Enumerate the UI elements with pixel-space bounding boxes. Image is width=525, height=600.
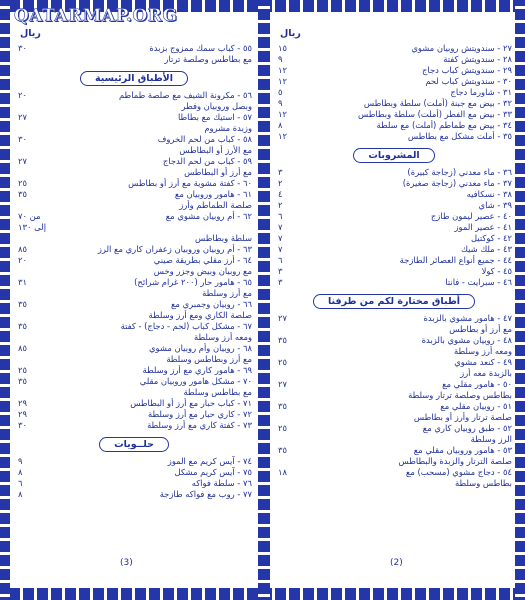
menu-item-row bbox=[276, 211, 512, 222]
menu-item-row bbox=[16, 255, 252, 266]
section-title: المشروبات bbox=[353, 148, 434, 163]
menu-item-row bbox=[276, 335, 512, 346]
menu-item-name: ٤٨ - روبيان مشوي بالزبدة bbox=[421, 335, 512, 345]
menu-item-row bbox=[16, 489, 252, 500]
menu-item-row bbox=[276, 445, 512, 456]
menu-item-price: ٧ bbox=[278, 222, 283, 232]
menu-item-name: ٤٤ - جميع أنواع العصائر الطازجة bbox=[399, 255, 512, 265]
ornamental-border-right bbox=[515, 0, 525, 600]
menu-item-row bbox=[16, 134, 252, 145]
section-desserts bbox=[16, 437, 252, 452]
menu-item-name: صلصة الترتار والزبدة والبطاطس bbox=[398, 456, 512, 466]
menu-item-name: ٦٦ - روبيان وجمبري مع bbox=[170, 299, 252, 309]
menu-item-row bbox=[276, 222, 512, 233]
menu-item-price: ٣٠ bbox=[18, 420, 27, 430]
menu-item-row bbox=[16, 478, 252, 489]
section-chef-selection bbox=[276, 294, 512, 309]
menu-item-price: ٧ bbox=[278, 233, 283, 243]
ornamental-border-left bbox=[0, 0, 10, 600]
menu-item-price: ٣١ bbox=[18, 277, 27, 287]
watermark: QATARMAP.ORG bbox=[14, 6, 178, 26]
menu-item-price: ٩ bbox=[18, 456, 23, 466]
menu-item-price: ٦ bbox=[278, 211, 283, 221]
menu-item-price: ١٢ bbox=[278, 109, 287, 119]
menu-item-name: ومعه أرز وسلطة bbox=[194, 332, 252, 342]
menu-item-row bbox=[276, 131, 512, 142]
menu-item-row bbox=[276, 412, 512, 423]
section-title: حلــويات bbox=[99, 437, 169, 452]
menu-item-row bbox=[16, 189, 252, 200]
menu-item-name: ٦٥ - هامور حار (٢٠٠ غرام شرائح) bbox=[134, 277, 252, 287]
menu-item-name: ٣٣ - بيض مع الفطر (أملت) سلطة وبطاطس bbox=[358, 109, 512, 119]
drinks-list bbox=[276, 167, 512, 288]
menu-item-price: ٣٥ bbox=[18, 376, 27, 386]
menu-item-row bbox=[16, 376, 252, 387]
menu-item-name: ٤٣ - ملك شيك bbox=[461, 244, 512, 254]
page-divider bbox=[258, 0, 270, 600]
sandwiches-list bbox=[276, 43, 512, 142]
menu-item-row bbox=[16, 332, 252, 343]
section-main-dishes bbox=[16, 71, 252, 86]
menu-item-row bbox=[276, 467, 512, 478]
menu-item-name: ٤٧ - هامور مشوي بالزبدة bbox=[423, 313, 512, 323]
menu-item-name: وبصل وروبيان وفطر bbox=[181, 101, 252, 111]
menu-item-row bbox=[16, 456, 252, 467]
menu-item-row bbox=[16, 156, 252, 167]
menu-item-name: ٣٥ - أملت مشكل مع بطاطس bbox=[407, 131, 512, 141]
menu-item-price: ٨ bbox=[18, 489, 23, 499]
desserts-list bbox=[16, 456, 252, 500]
menu-item-price: ٩ bbox=[278, 54, 283, 64]
menu-item-price: ٢٧ bbox=[18, 156, 27, 166]
menu-item-row bbox=[276, 266, 512, 277]
menu-item-row bbox=[16, 123, 252, 134]
menu-item-row bbox=[276, 357, 512, 368]
menu-item-price: ١٢ bbox=[278, 131, 287, 141]
menu-item-name: ٤٢ - كوكتيل bbox=[470, 233, 512, 243]
menu-item-name: الرز وسلطة bbox=[470, 434, 512, 444]
menu-item-row bbox=[276, 313, 512, 324]
menu-item-name: مع بطاطس وصلصة ترتار bbox=[164, 54, 252, 64]
menu-item-price: ٢٧ bbox=[18, 112, 27, 122]
menu-item-price: ٣٥ bbox=[18, 299, 27, 309]
menu-item-price: ٢٠ bbox=[18, 255, 27, 265]
menu-item-name: مع بطاطس وسلطة bbox=[183, 387, 252, 397]
menu-item-price: ٦ bbox=[278, 255, 283, 265]
menu-item-name: ٣٨ - نسكافيه bbox=[466, 189, 512, 199]
main-dishes-list bbox=[16, 90, 252, 431]
menu-item-price: ٣٥ bbox=[278, 401, 287, 411]
menu-item-row bbox=[276, 423, 512, 434]
menu-item-row bbox=[16, 90, 252, 101]
menu-item-name: ٦٣ - أم روبيان وروبيان زعفران كاري مع الرز bbox=[97, 244, 252, 254]
chef-selection-list bbox=[276, 313, 512, 489]
menu-item-name: ٥٨ - كباب من لحم الخروف bbox=[157, 134, 252, 144]
menu-item-row bbox=[276, 401, 512, 412]
menu-item-row bbox=[16, 244, 252, 255]
menu-item-row bbox=[276, 379, 512, 390]
menu-item-name: سلطة وبطاطس bbox=[195, 233, 252, 243]
menu-item-name: ٦١ - هامور وروبيان مع bbox=[174, 189, 252, 199]
menu-item-name: ٧٠ - مشكل هامور وروبيان مقلي bbox=[139, 376, 252, 386]
menu-item-price: ١٢ bbox=[278, 65, 287, 75]
menu-item-row bbox=[16, 321, 252, 332]
menu-item-name: ٥٣ - هامور وروبيان مقلي مع bbox=[413, 445, 512, 455]
menu-item-name: بالزبدة معه أرز bbox=[460, 368, 512, 378]
menu-item-name: ٧٣ - كفتة كاري مع أرز وسلطة bbox=[147, 420, 252, 430]
menu-item-price: ٣ bbox=[278, 167, 283, 177]
menu-item-price: ١٥ bbox=[278, 43, 287, 53]
menu-item-price: ١٨ bbox=[278, 467, 287, 477]
menu-item-row bbox=[16, 299, 252, 310]
menu-item-row bbox=[276, 346, 512, 357]
menu-item-name: ٥٢ - طبق روبيان كاري مع bbox=[422, 423, 512, 433]
menu-item-price: ٢٥ bbox=[18, 365, 27, 375]
menu-item-name: ٥٠ - هامور مقلي مع bbox=[442, 379, 512, 389]
menu-item-name: ٤٠ - عصير ليمون طازج bbox=[430, 211, 512, 221]
menu-item-name: ٦٩ - هامور كاري مع أرز وسلطة bbox=[142, 365, 252, 375]
menu-item-name: ٧٤ - آيس كريم مع الموز bbox=[167, 456, 252, 466]
menu-item-row bbox=[16, 145, 252, 156]
menu-item-row bbox=[276, 109, 512, 120]
menu-item-row bbox=[276, 456, 512, 467]
page-number-right: (2) bbox=[390, 558, 403, 568]
menu-item-price: ٢ bbox=[278, 200, 283, 210]
section-drinks bbox=[276, 148, 512, 163]
menu-item-name: ٧٧ - روب مع فواكه طازجة bbox=[159, 489, 252, 499]
menu-item-row bbox=[16, 420, 252, 431]
menu-item-name: ٣٧ - ماء معدني (زجاجة صغيرة) bbox=[402, 178, 512, 188]
menu-item-name: صلصة الطماطم وأرز bbox=[179, 200, 252, 210]
menu-item-price: ٣٥ bbox=[278, 445, 287, 455]
menu-item-name: مع روبيان وبيض وجزر وخس bbox=[153, 266, 252, 276]
menu-item-name: صلصة الكاري ومع أرز وسلطة bbox=[148, 310, 252, 320]
menu-item-row bbox=[16, 167, 252, 178]
menu-item-name: ٣٩ - شاي bbox=[478, 200, 512, 210]
right-page-column bbox=[276, 28, 512, 489]
menu-item-price: ٣ bbox=[278, 266, 283, 276]
menu-item-row bbox=[16, 112, 252, 123]
menu-item-price: ٩ bbox=[278, 98, 283, 108]
menu-item-row bbox=[16, 43, 252, 54]
menu-item-row bbox=[16, 211, 252, 233]
menu-item-row bbox=[16, 387, 252, 398]
menu-item-price: ٥ bbox=[278, 87, 283, 97]
menu-item-row bbox=[276, 76, 512, 87]
menu-item-name: ٥٧ - استيك مع بطاطا bbox=[177, 112, 252, 122]
menu-item-price: من ٧٠ إلى ١٣٠ bbox=[18, 211, 47, 232]
menu-item-row bbox=[16, 54, 252, 65]
menu-item-row bbox=[16, 233, 252, 244]
menu-item-price: ٢٥ bbox=[278, 423, 287, 433]
menu-item-name: ٣٤ - بيض مع طماطم (أملت) مع سلطة bbox=[376, 120, 512, 130]
menu-item-row bbox=[276, 324, 512, 335]
menu-item-row bbox=[276, 167, 512, 178]
menu-item-name: ٣٠ - سندويتش كباب لحم bbox=[425, 76, 512, 86]
menu-item-name: ٦٠ - كفتة مشوية مع أرز أو بطاطس bbox=[128, 178, 252, 188]
currency-label: ريال bbox=[280, 28, 301, 39]
menu-item-price: ٢٩ bbox=[18, 409, 27, 419]
menu-item-price: ٧ bbox=[278, 244, 283, 254]
menu-item-name: ٤٩ - كنعد مشوي bbox=[454, 357, 512, 367]
menu-item-name: ٥١ - روبيان مقلي مع bbox=[440, 401, 512, 411]
menu-item-row bbox=[276, 255, 512, 266]
currency-label: ريال bbox=[20, 28, 41, 39]
menu-item-name: ٢٩ - سندويتش كباب دجاج bbox=[421, 65, 512, 75]
menu-item-row bbox=[16, 277, 252, 288]
left-top-list bbox=[16, 43, 252, 65]
menu-item-row bbox=[16, 354, 252, 365]
menu-item-row bbox=[16, 178, 252, 189]
menu-item-price: ٨٥ bbox=[18, 343, 27, 353]
menu-item-name: ٧٦ - سلطة فواكه bbox=[191, 478, 252, 488]
menu-item-name: ٥٤ - دجاج مشوي (مسحب) مع bbox=[405, 467, 512, 477]
menu-item-row bbox=[16, 409, 252, 420]
menu-item-name: ٦٧ - مشكل كباب (لحم - دجاج) - كفتة bbox=[120, 321, 252, 331]
menu-item-row bbox=[276, 478, 512, 489]
menu-item-price: ٢٥ bbox=[278, 357, 287, 367]
menu-item-name: بطاطس وسلطة bbox=[455, 478, 512, 488]
menu-item-name: مع أرز وبطاطس وسلطة bbox=[166, 354, 252, 364]
menu-item-row bbox=[16, 343, 252, 354]
menu-item-name: ٢٨ - سندويتش كفتة bbox=[443, 54, 512, 64]
menu-item-price: ٣٥ bbox=[278, 335, 287, 345]
menu-item-name: مع أرز أو البطاطس bbox=[184, 167, 252, 177]
menu-item-name: ٢٧ - سندويتش روبيان مشوي bbox=[411, 43, 512, 53]
menu-item-price: ٨٥ bbox=[18, 244, 27, 254]
menu-item-row bbox=[276, 54, 512, 65]
menu-item-row bbox=[276, 390, 512, 401]
menu-item-name: ٤١ - عصير الموز bbox=[454, 222, 512, 232]
menu-item-name: ومعه أرز وسلطة bbox=[454, 346, 512, 356]
menu-item-row bbox=[276, 200, 512, 211]
menu-item-price: ٣٠ bbox=[18, 134, 27, 144]
menu-item-row bbox=[276, 43, 512, 54]
menu-item-price: ٦ bbox=[18, 478, 23, 488]
menu-item-price: ٤ bbox=[278, 189, 283, 199]
menu-item-price: ٢ bbox=[278, 178, 283, 188]
menu-item-row bbox=[276, 120, 512, 131]
menu-item-row bbox=[16, 266, 252, 277]
menu-item-name: وزبدة مشروم bbox=[204, 123, 252, 133]
menu-item-name: ٣١ - شاورما دجاج bbox=[450, 87, 512, 97]
menu-item-row bbox=[16, 310, 252, 321]
menu-item-row bbox=[276, 233, 512, 244]
menu-item-name: ٧٢ - كاري حبار مع أرز وسلطة bbox=[148, 409, 252, 419]
menu-item-name: مع الأرز أو البطاطس bbox=[179, 145, 252, 155]
page-number-left: (3) bbox=[120, 558, 133, 568]
left-page-column bbox=[16, 28, 252, 500]
menu-item-row bbox=[16, 365, 252, 376]
menu-item-name: ٣٦ - ماء معدني (زجاجة كبيرة) bbox=[407, 167, 512, 177]
section-title: أطباق مختارة لكم من طرفنا bbox=[313, 294, 475, 309]
menu-item-price: ٣٠ bbox=[18, 43, 27, 53]
menu-item-row bbox=[276, 189, 512, 200]
menu-item-name: ٧٥ - آيس كريم مشكل bbox=[174, 467, 252, 477]
menu-item-row bbox=[276, 65, 512, 76]
menu-item-price: ٢٩ bbox=[18, 398, 27, 408]
menu-item-row bbox=[276, 277, 512, 288]
menu-item-name: صلصة ترتار وأرز أو بطاطس bbox=[413, 412, 512, 422]
menu-item-name: ٦٨ - روبيان وأم روبيان مشوي bbox=[148, 343, 252, 353]
menu-item-row bbox=[16, 288, 252, 299]
menu-item-row bbox=[16, 398, 252, 409]
menu-item-row bbox=[16, 467, 252, 478]
menu-item-price: ٢٥ bbox=[18, 178, 27, 188]
menu-item-price: ٣٥ bbox=[18, 321, 27, 331]
menu-item-name: ٦٤ - أرز مقلي بطريقة صيني bbox=[153, 255, 252, 265]
menu-item-price: ٣ bbox=[278, 277, 283, 287]
menu-item-row bbox=[276, 87, 512, 98]
menu-item-name: ٤٥ - كولا bbox=[481, 266, 512, 276]
menu-item-name: ٣٢ - بيض مع جبنة (أملت) سلطة وبطاطس bbox=[363, 98, 512, 108]
menu-item-price: ٨ bbox=[278, 120, 283, 130]
menu-item-name: ٥٥ - كباب سمك ممزوج بزبدة bbox=[149, 43, 252, 53]
menu-item-price: ٢٧ bbox=[278, 379, 287, 389]
menu-item-name: بطاطس وصلصة ترتار وسلطة bbox=[408, 390, 512, 400]
menu-item-row bbox=[16, 101, 252, 112]
menu-item-name: مع أرز أو بطاطس bbox=[449, 324, 512, 334]
menu-item-price: ٣٥ bbox=[18, 189, 27, 199]
menu-item-row bbox=[276, 98, 512, 109]
menu-item-name: ٦٢ - أم روبيان مشوي مع bbox=[165, 211, 252, 221]
menu-item-price: ١٢ bbox=[278, 76, 287, 86]
menu-item-name: ٧١ - كباب حبار مع أرز أو البطاطس bbox=[130, 398, 252, 408]
menu-item-price: ٨ bbox=[18, 467, 23, 477]
menu-item-row bbox=[16, 200, 252, 211]
menu-item-row bbox=[276, 434, 512, 445]
menu-item-row bbox=[276, 244, 512, 255]
menu-item-row bbox=[276, 178, 512, 189]
menu-item-name: ٥٦ - مكرونة الشيف مع صلصة طماطم bbox=[118, 90, 252, 100]
section-title: الأطباق الرئيسية bbox=[80, 71, 188, 86]
menu-item-name: مع أرز وسلطة bbox=[202, 288, 252, 298]
menu-item-name: ٥٩ - كباب من لحم الدجاج bbox=[162, 156, 252, 166]
menu-item-price: ٢٠ bbox=[18, 90, 27, 100]
menu-item-name: ٤٦ - سبرايت - فانتا bbox=[445, 277, 512, 287]
menu-item-price: ٢٧ bbox=[278, 313, 287, 323]
menu-item-row bbox=[276, 368, 512, 379]
